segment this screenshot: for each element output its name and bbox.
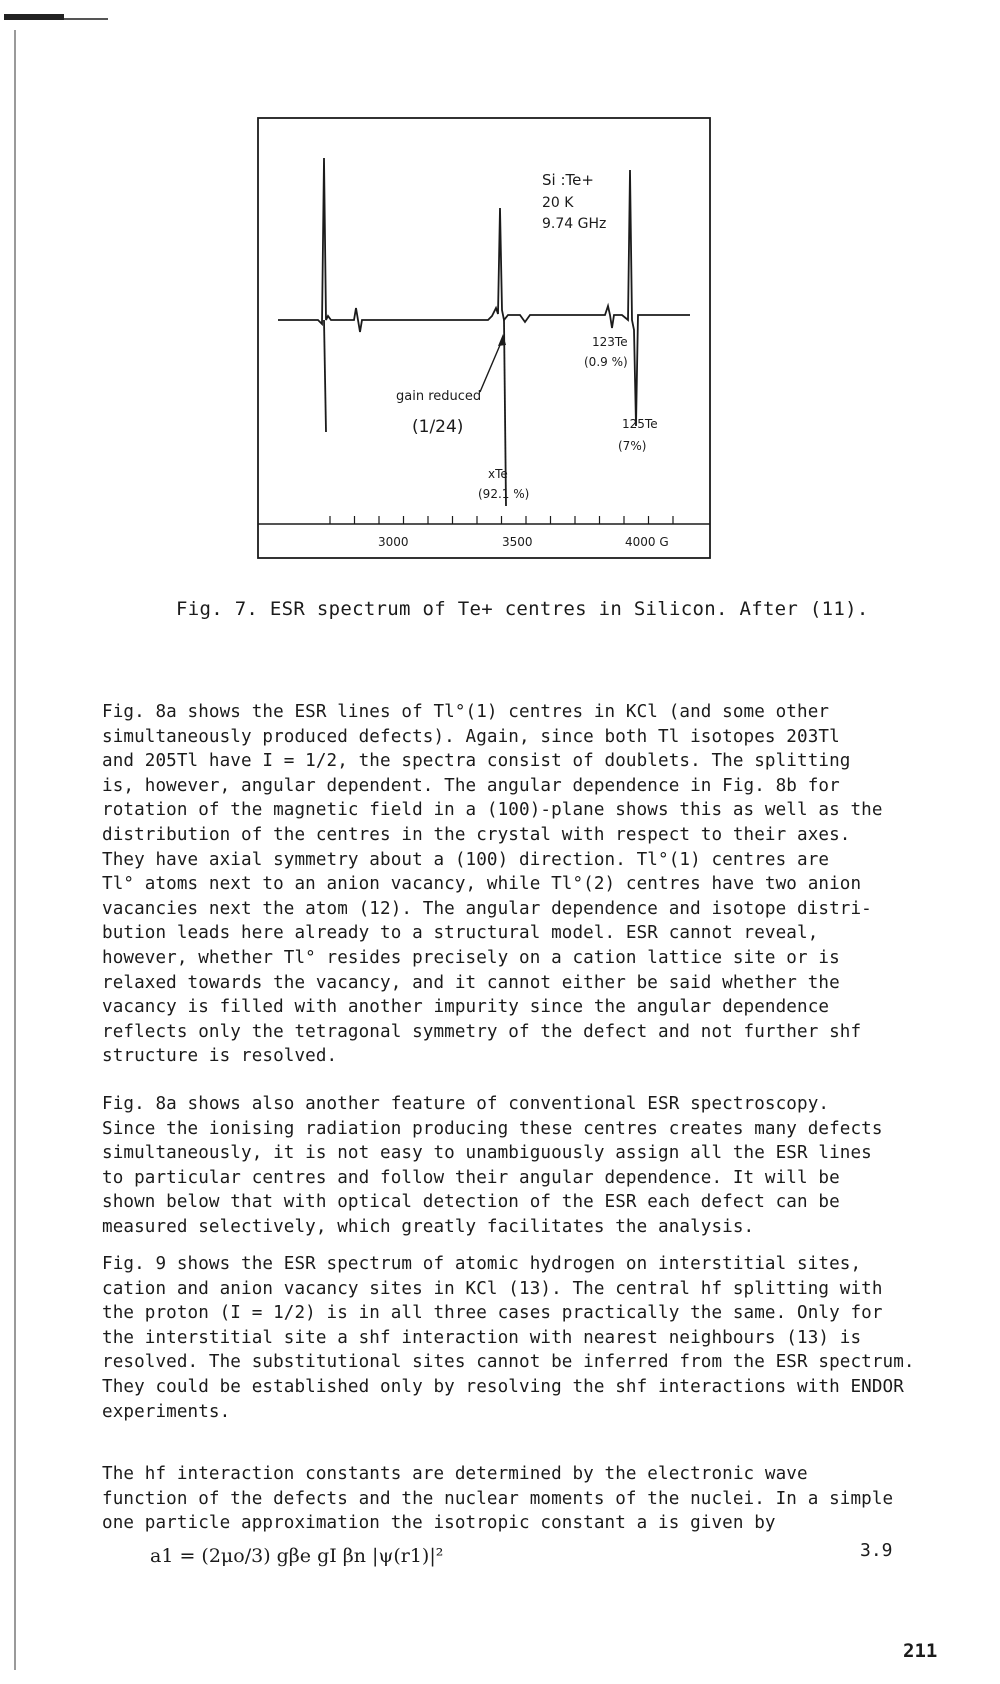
scan-mark bbox=[4, 14, 64, 20]
axis-tick-label: 3000 bbox=[378, 535, 409, 549]
gain-factor-label: (1/24) bbox=[412, 417, 464, 437]
sample-label: Si :Te+ bbox=[542, 171, 594, 189]
figure-caption: Fig. 7. ESR spectrum of Te+ centres in Silicon. After (11). bbox=[176, 598, 869, 620]
equation-number: 3.9 bbox=[860, 1540, 893, 1561]
esr-spectrum-figure bbox=[250, 110, 770, 580]
isotope-125-abundance: (7%) bbox=[618, 439, 647, 453]
paragraph: Fig. 8a shows the ESR lines of Tl°(1) centres in KCl (and some other simultaneously produced defects). Again, since both Tl isotopes 203Tl and 205Tl have I = 1/2, the spectra consist of doublets. The splitting is, however, angular dependent. The angular dependence in Fig. 8b for rotation of the magnetic field in a (100)-plane shows this as well as the distribution of the centres in the crystal with respect to their axes. They have axial symmetry about a (100) direction. Tl°(1) centres are Tl° atoms next to an anion vacancy, while Tl°(2) centres have two anion vacancies next the atom (12). The angular dependence and isotope distri- bution leads here already to a structural model. ESR cannot reveal, however, whether Tl° resides precisely on a cation lattice site or is relaxed towards the vacancy, and it cannot either be said whether the vacancy is filled with another impurity since the angular dependence reflects only the tetragonal symmetry of the defect and not further shf structure is resolved. bbox=[102, 702, 883, 1067]
isotope-123-label: 123Te bbox=[592, 335, 628, 349]
isotope-125-label: 125Te bbox=[622, 417, 658, 431]
spectrum-trace bbox=[278, 158, 690, 426]
isotope-123-abundance: (0.9 %) bbox=[584, 355, 628, 369]
scan-edge-line bbox=[14, 30, 16, 1670]
isotope-x-abundance: (92.1 %) bbox=[478, 487, 530, 501]
equation: a1 = (2μo/3) gβe gI βn |ψ(r1)|² bbox=[150, 1545, 444, 1567]
gain-arrow bbox=[480, 338, 503, 392]
gain-reduced-label: gain reduced bbox=[396, 389, 482, 404]
paragraph: Fig. 8a shows also another feature of conventional ESR spectroscopy. Since the ionising radiation producing these centres creates many defects simultaneously, it is not easy to unambiguously assign all the ESR lines to particular centres and follow their angular dependence. It will be shown below that with optical detection of the ESR each defect can be measured selectively, which greatly facilitates the analysis. bbox=[102, 1094, 883, 1237]
axis-tick-label: 3500 bbox=[502, 535, 533, 549]
frequency-label: 9.74 GHz bbox=[542, 216, 607, 232]
paragraph: Fig. 9 shows the ESR spectrum of atomic hydrogen on interstitial sites, cation and anion vacancy sites in KCl (13). The central hf splitting with the proton (I = 1/2) is in all three cases practically the same. Only for the interstitial site a shf interaction with nearest neighbours (13) is resolved. The substitutional sites cannot be inferred from the ESR spectrum. They could be established only by resolving the shf interactions with ENDOR experiments. bbox=[102, 1254, 915, 1422]
field-axis bbox=[258, 516, 710, 549]
page-number: 211 bbox=[903, 1640, 938, 1662]
scan-mark bbox=[64, 18, 108, 20]
isotope-x-label: xTe bbox=[488, 467, 508, 481]
axis-tick-label: 4000 G bbox=[625, 535, 669, 549]
temperature-label: 20 K bbox=[542, 195, 574, 211]
paragraph: The hf interaction constants are determined by the electronic wave function of the defects and the nuclear moments of the nuclei. In a simple one particle approximation the isotropic constant a is given by bbox=[102, 1464, 894, 1534]
